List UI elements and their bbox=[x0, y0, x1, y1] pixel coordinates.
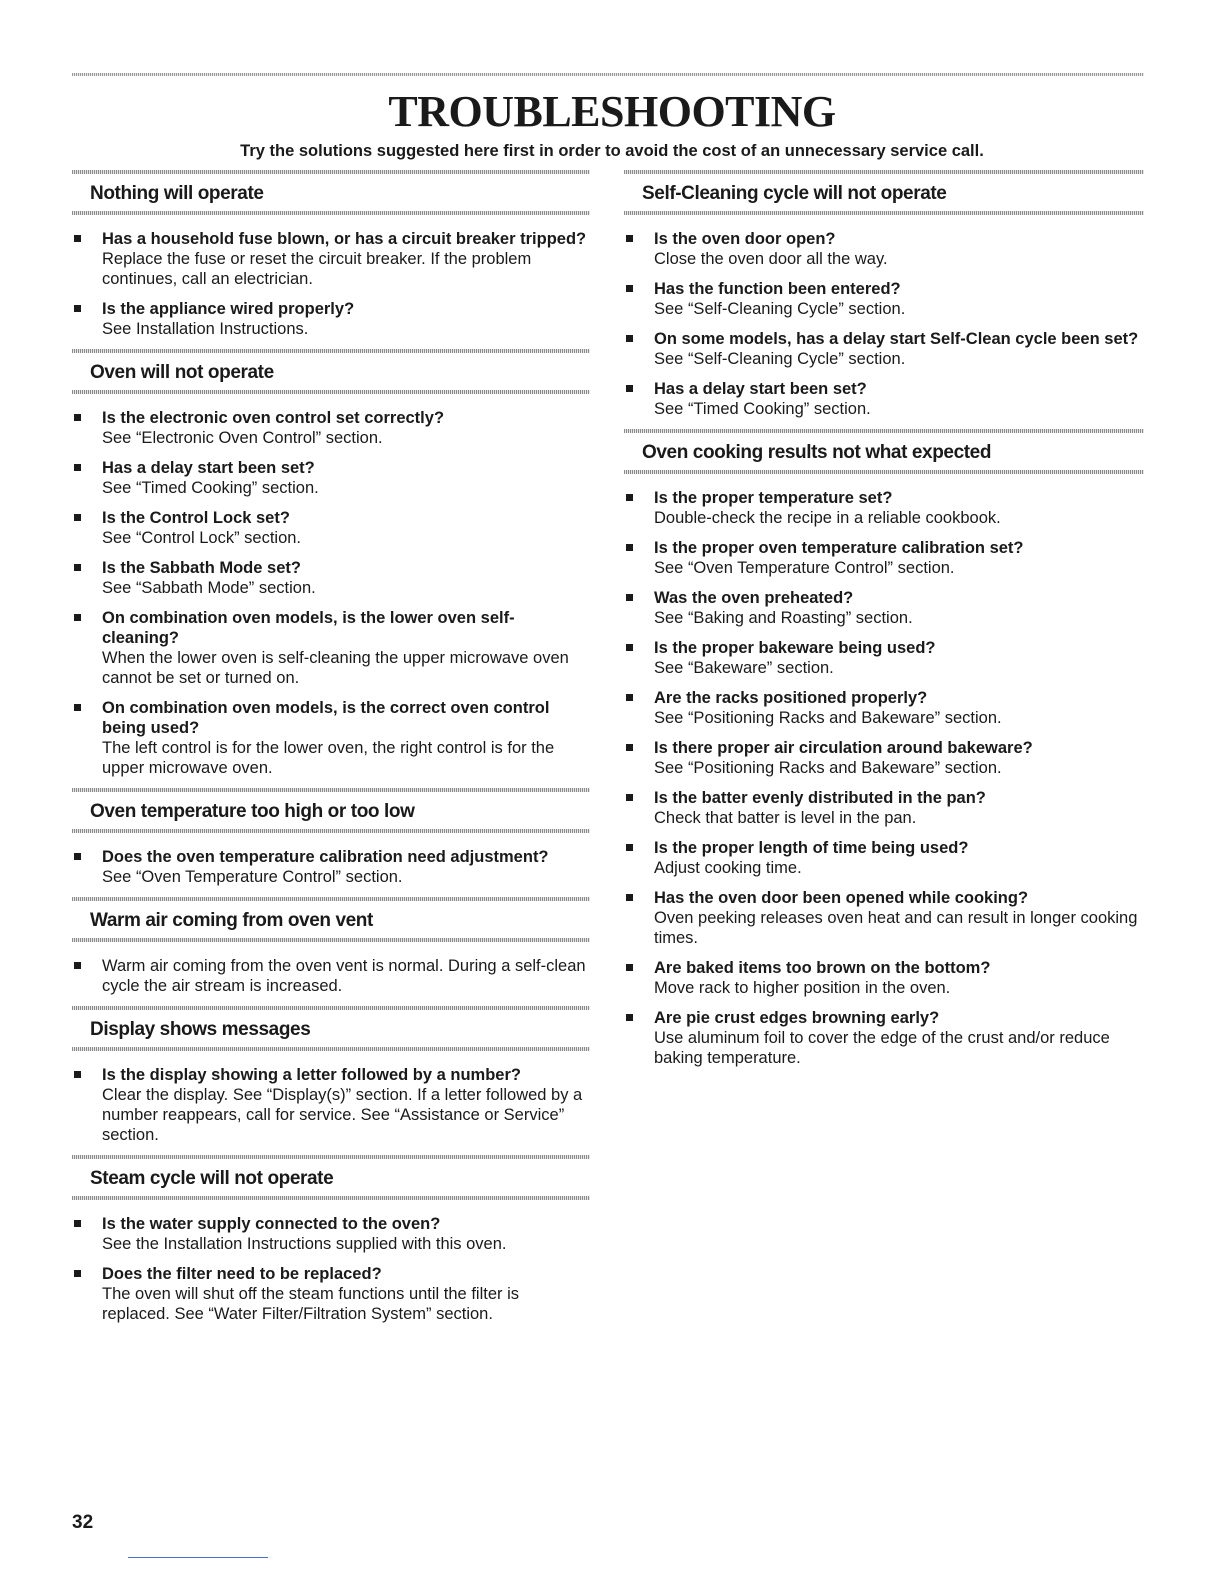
square-bullet-icon bbox=[626, 644, 633, 651]
square-bullet-icon bbox=[74, 962, 81, 969]
section-heading: Oven cooking results not what expected bbox=[642, 442, 992, 463]
answer: Oven peeking releases oven heat and can result in longer cooking times. bbox=[654, 909, 1138, 947]
question: Is the proper temperature set? bbox=[654, 489, 893, 507]
question: Is the proper oven temperature calibration set? bbox=[654, 539, 1024, 557]
answer: Warm air coming from the oven vent is normal. During a self-clean cycle the air stream is increased. bbox=[102, 957, 586, 995]
answer: See “Self-Cleaning Cycle” section. bbox=[654, 350, 906, 368]
question: Has a household fuse blown, or has a circuit breaker tripped? bbox=[102, 230, 587, 248]
answer: See “Timed Cooking” section. bbox=[102, 479, 319, 497]
square-bullet-icon bbox=[74, 1071, 81, 1078]
question: Is the water supply connected to the oven? bbox=[102, 1215, 441, 1233]
answer: See the Installation Instructions supplied with this oven. bbox=[102, 1235, 507, 1253]
square-bullet-icon bbox=[626, 235, 633, 242]
list-item bbox=[72, 956, 590, 996]
section-heading: Warm air coming from oven vent bbox=[90, 910, 373, 931]
list-item bbox=[624, 688, 1144, 728]
question: Is the batter evenly distributed in the pan? bbox=[654, 789, 986, 807]
list-item bbox=[72, 698, 590, 778]
square-bullet-icon bbox=[626, 894, 633, 901]
list-item bbox=[72, 408, 590, 448]
section bbox=[72, 349, 590, 778]
answer: Move rack to higher position in the oven. bbox=[654, 979, 951, 997]
square-bullet-icon bbox=[74, 464, 81, 471]
question: Is the proper bakeware being used? bbox=[654, 639, 936, 657]
list-item bbox=[624, 379, 1144, 419]
square-bullet-icon bbox=[626, 694, 633, 701]
list-item bbox=[624, 588, 1144, 628]
page-number: 32 bbox=[72, 1512, 94, 1533]
page-title: TROUBLESHOOTING bbox=[388, 87, 836, 136]
section bbox=[72, 1006, 590, 1145]
question: Does the filter need to be replaced? bbox=[102, 1265, 382, 1283]
right-column bbox=[624, 170, 1144, 1078]
answer: See “Oven Temperature Control” section. bbox=[654, 559, 955, 577]
list-item bbox=[72, 847, 590, 887]
question: Are pie crust edges browning early? bbox=[654, 1009, 940, 1027]
answer: Adjust cooking time. bbox=[654, 859, 802, 877]
answer: See “Positioning Racks and Bakeware” section. bbox=[654, 759, 1002, 777]
section-heading: Self-Cleaning cycle will not operate bbox=[642, 183, 947, 204]
top-rule bbox=[72, 73, 1144, 76]
list-item bbox=[624, 738, 1144, 778]
square-bullet-icon bbox=[74, 853, 81, 860]
question: Is the proper length of time being used? bbox=[654, 839, 969, 857]
list-item bbox=[624, 838, 1144, 878]
list-item bbox=[72, 558, 590, 598]
question: Has a delay start been set? bbox=[102, 459, 315, 477]
square-bullet-icon bbox=[626, 544, 633, 551]
answer: Double-check the recipe in a reliable cookbook. bbox=[654, 509, 1001, 527]
answer: The left control is for the lower oven, the right control is for the upper microwave oven. bbox=[102, 739, 555, 777]
square-bullet-icon bbox=[74, 564, 81, 571]
list-item bbox=[72, 1214, 590, 1254]
answer: See “Bakeware” section. bbox=[654, 659, 834, 677]
answer: See “Control Lock” section. bbox=[102, 529, 302, 547]
answer: See “Sabbath Mode” section. bbox=[102, 579, 316, 597]
list-item bbox=[72, 299, 590, 339]
list-item bbox=[624, 958, 1144, 998]
question: Was the oven preheated? bbox=[654, 589, 854, 607]
answer: Check that batter is level in the pan. bbox=[654, 809, 917, 827]
list-item bbox=[624, 888, 1144, 948]
question: On combination oven models, is the correct oven control being used? bbox=[102, 699, 550, 737]
section bbox=[624, 429, 1144, 1068]
question: Does the oven temperature calibration need adjustment? bbox=[102, 848, 549, 866]
list-item bbox=[72, 458, 590, 498]
list-item bbox=[624, 488, 1144, 528]
answer: See “Baking and Roasting” section. bbox=[654, 609, 913, 627]
square-bullet-icon bbox=[626, 964, 633, 971]
answer: Close the oven door all the way. bbox=[654, 250, 888, 268]
square-bullet-icon bbox=[626, 744, 633, 751]
square-bullet-icon bbox=[74, 235, 81, 242]
answer: Use aluminum foil to cover the edge of the crust and/or reduce baking temperature. bbox=[654, 1029, 1110, 1067]
question: Is the Control Lock set? bbox=[102, 509, 290, 527]
list-item bbox=[624, 638, 1144, 678]
square-bullet-icon bbox=[626, 594, 633, 601]
section-heading: Oven temperature too high or too low bbox=[90, 801, 415, 822]
question: Has the function been entered? bbox=[654, 280, 901, 298]
square-bullet-icon bbox=[74, 414, 81, 421]
square-bullet-icon bbox=[626, 794, 633, 801]
square-bullet-icon bbox=[74, 305, 81, 312]
square-bullet-icon bbox=[74, 1220, 81, 1227]
section bbox=[72, 170, 590, 339]
square-bullet-icon bbox=[626, 385, 633, 392]
question: Has a delay start been set? bbox=[654, 380, 867, 398]
answer: See “Self-Cleaning Cycle” section. bbox=[654, 300, 906, 318]
list-item bbox=[624, 1008, 1144, 1068]
answer: See “Oven Temperature Control” section. bbox=[102, 868, 403, 886]
list-item bbox=[72, 1264, 590, 1324]
section bbox=[624, 170, 1144, 419]
page-subtitle: Try the solutions suggested here first in order to avoid the cost of an unnecessary service call. bbox=[240, 142, 984, 160]
square-bullet-icon bbox=[74, 704, 81, 711]
question: Is the display showing a letter followed by a number? bbox=[102, 1066, 521, 1084]
square-bullet-icon bbox=[626, 285, 633, 292]
question: Is the oven door open? bbox=[654, 230, 836, 248]
section-heading: Nothing will operate bbox=[90, 183, 264, 204]
question: Has the oven door been opened while cooking? bbox=[654, 889, 1029, 907]
square-bullet-icon bbox=[74, 1270, 81, 1277]
left-column bbox=[72, 170, 590, 1334]
answer: See Installation Instructions. bbox=[102, 320, 309, 338]
section-heading: Display shows messages bbox=[90, 1019, 311, 1040]
section bbox=[72, 1155, 590, 1324]
question: Are the racks positioned properly? bbox=[654, 689, 928, 707]
list-item bbox=[72, 608, 590, 688]
list-item bbox=[624, 229, 1144, 269]
answer: The oven will shut off the steam functions until the filter is replaced. See “Water Filter/Filtration System” section. bbox=[102, 1285, 519, 1323]
question: Is there proper air circulation around bakeware? bbox=[654, 739, 1033, 757]
section-heading: Steam cycle will not operate bbox=[90, 1168, 334, 1189]
question: Is the appliance wired properly? bbox=[102, 300, 355, 318]
answer: Replace the fuse or reset the circuit breaker. If the problem continues, call an electrician. bbox=[102, 250, 532, 288]
list-item bbox=[624, 329, 1144, 369]
answer: Clear the display. See “Display(s)” section. If a letter followed by a number reappears, call for service. See “Assistance or Service” section. bbox=[102, 1086, 583, 1144]
answer: See “Electronic Oven Control” section. bbox=[102, 429, 383, 447]
footer-link-rule bbox=[128, 1557, 268, 1558]
question: Are baked items too brown on the bottom? bbox=[654, 959, 991, 977]
square-bullet-icon bbox=[74, 614, 81, 621]
answer: When the lower oven is self-cleaning the upper microwave oven cannot be set or turned on. bbox=[102, 649, 569, 687]
answer: See “Positioning Racks and Bakeware” section. bbox=[654, 709, 1002, 727]
question: On some models, has a delay start Self-Clean cycle been set? bbox=[654, 330, 1139, 348]
list-item bbox=[624, 279, 1144, 319]
list-item bbox=[72, 508, 590, 548]
square-bullet-icon bbox=[74, 514, 81, 521]
square-bullet-icon bbox=[626, 1014, 633, 1021]
section-heading: Oven will not operate bbox=[90, 362, 274, 383]
section bbox=[72, 897, 590, 996]
list-item bbox=[624, 538, 1144, 578]
square-bullet-icon bbox=[626, 844, 633, 851]
square-bullet-icon bbox=[626, 494, 633, 501]
square-bullet-icon bbox=[626, 335, 633, 342]
section bbox=[72, 788, 590, 887]
list-item bbox=[624, 788, 1144, 828]
question: Is the Sabbath Mode set? bbox=[102, 559, 301, 577]
list-item bbox=[72, 1065, 590, 1145]
list-item bbox=[72, 229, 590, 289]
question: On combination oven models, is the lower oven self-cleaning? bbox=[102, 609, 515, 647]
question: Is the electronic oven control set correctly? bbox=[102, 409, 445, 427]
answer: See “Timed Cooking” section. bbox=[654, 400, 871, 418]
